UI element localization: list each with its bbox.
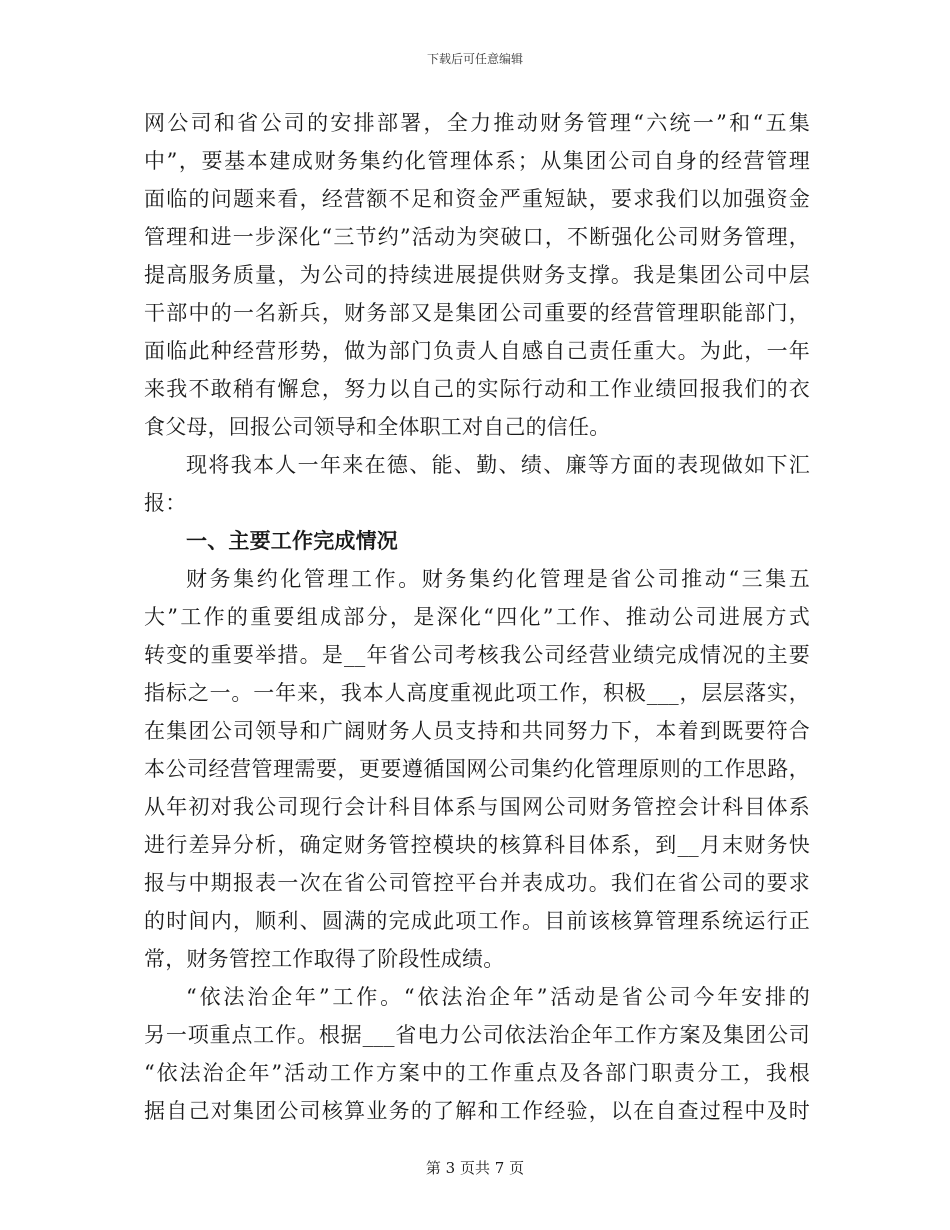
page-footer: 第 3 页共 7 页 bbox=[425, 1159, 525, 1177]
body-line: 干部中的一名新兵，财务部又是集团公司重要的经营管理职能部门， bbox=[144, 301, 810, 325]
section-heading: 一、主要工作完成情况 bbox=[186, 529, 398, 553]
body-line: 指标之一。一年来，我本人高度重视此项工作，积极___，层层落实， bbox=[144, 681, 810, 705]
body-line: 报与中期报表一次在省公司管控平台并表成功。我们在省公司的要求 bbox=[144, 871, 810, 895]
body-line: 食父母，回报公司领导和全体职工对自己的信任。 bbox=[144, 415, 611, 439]
body-line: 本公司经营管理需要，更要遵循国网公司集约化管理原则的工作思路， bbox=[144, 757, 810, 781]
body-line: 中”，要基本建成财务集约化管理体系；从集团公司自身的经营管理 bbox=[144, 149, 810, 173]
body-line: 财务集约化管理工作。财务集约化管理是省公司推动“三集五 bbox=[186, 567, 810, 591]
body-line: 在集团公司领导和广阔财务人员支持和共同努力下，本着到既要符合 bbox=[144, 719, 810, 743]
body-line: 大”工作的重要组成部分，是深化“四化”工作、推动公司进展方式 bbox=[144, 605, 810, 629]
body-line: 面临的问题来看，经营额不足和资金严重短缺，要求我们以加强资金 bbox=[144, 187, 810, 211]
body-line: 据自己对集团公司核算业务的了解和工作经验，以在自查过程中及时 bbox=[144, 1099, 810, 1123]
body-line: 面临此种经营形势，做为部门负责人自感自己责任重大。为此，一年 bbox=[144, 339, 810, 363]
body-line: 来我不敢稍有懈怠，努力以自己的实际行动和工作业绩回报我们的衣 bbox=[144, 377, 810, 401]
body-line: 从年初对我公司现行会计科目体系与国网公司财务管控会计科目体系 bbox=[144, 795, 810, 819]
body-line: “依法治企年”活动工作方案中的工作重点及各部门职责分工，我根 bbox=[144, 1061, 810, 1085]
body-line: 管理和进一步深化“三节约”活动为突破口，不断强化公司财务管理， bbox=[144, 225, 810, 249]
body-line: 的时间内，顺利、圆满的完成此项工作。目前该核算管理系统运行正 bbox=[144, 909, 810, 933]
body-line: “依法治企年”工作。“依法治企年”活动是省公司今年安排的 bbox=[186, 985, 810, 1009]
document-body bbox=[144, 104, 810, 1130]
body-line: 网公司和省公司的安排部署，全力推动财务管理“六统一”和“五集 bbox=[144, 111, 810, 135]
page-header: 下载后可任意编辑 bbox=[426, 52, 523, 66]
body-line: 报： bbox=[144, 491, 187, 515]
body-line: 常，财务管控工作取得了阶段性成绩。 bbox=[144, 947, 505, 971]
body-line: 现将我本人一年来在德、能、勤、绩、廉等方面的表现做如下汇 bbox=[186, 453, 810, 477]
body-line: 另一项重点工作。根据___省电力公司依法治企年工作方案及集团公司 bbox=[144, 1023, 810, 1047]
body-line: 提高服务质量，为公司的持续进展提供财务支撑。我是集团公司中层 bbox=[144, 263, 810, 287]
body-line: 进行差异分析，确定财务管控模块的核算科目体系，到__月末财务快 bbox=[144, 833, 810, 857]
body-line: 转变的重要举措。是__年省公司考核我公司经营业绩完成情况的主要 bbox=[144, 643, 810, 667]
